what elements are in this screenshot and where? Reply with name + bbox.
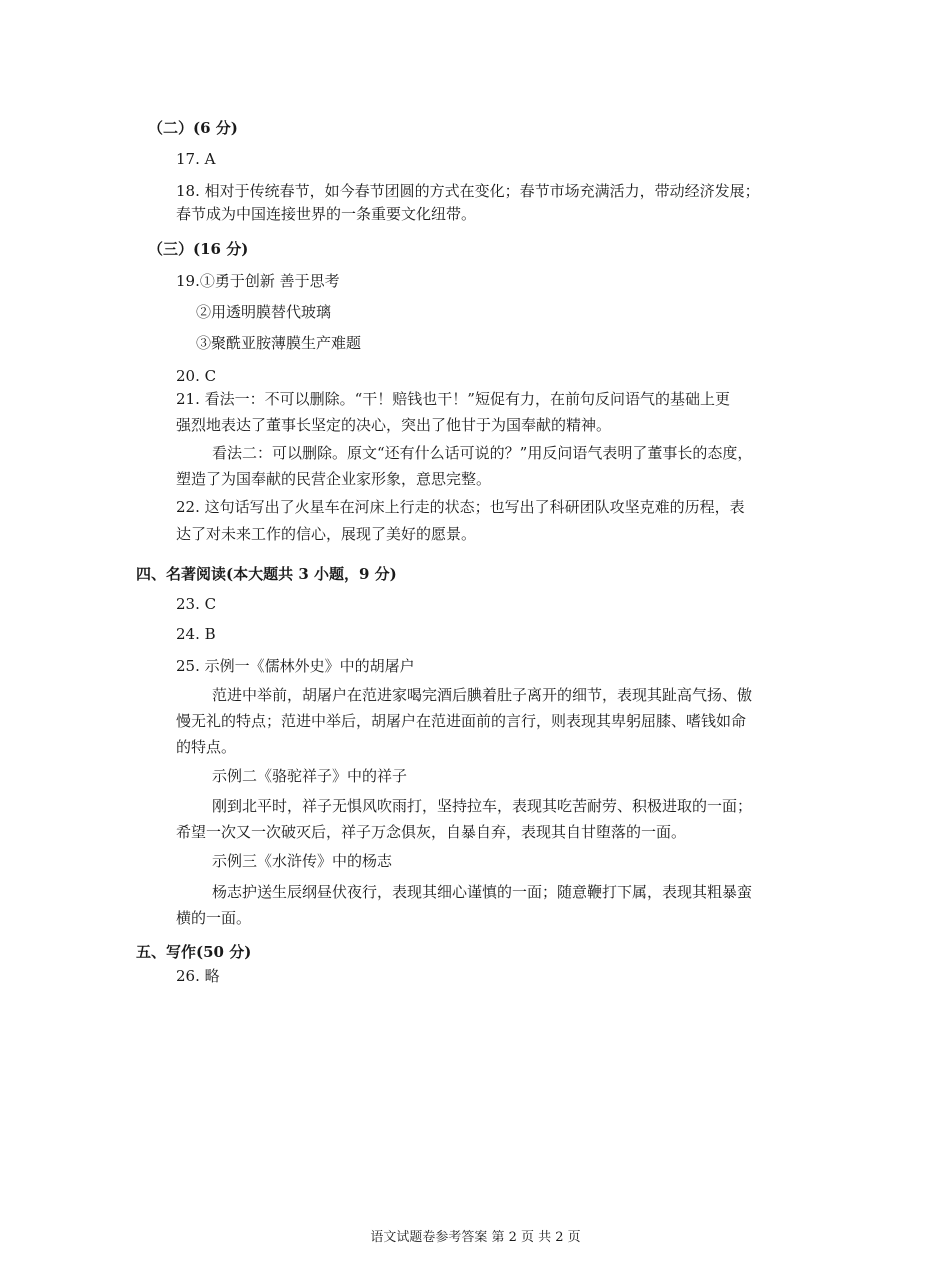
- answer-25-example-2-title: 示例二《骆驼祥子》中的祥子: [212, 767, 408, 785]
- answer-19-item-1: 19.①勇于创新 善于思考: [176, 272, 340, 290]
- section-3-heading: （三）(16 分): [148, 240, 249, 258]
- answer-21-line-1: 21. 看法一：不可以删除。“干！赔钱也干！”短促有力，在前句反问语气的基础上更: [176, 390, 730, 408]
- answer-21-line-3: 看法二：可以删除。原文“还有什么话可说的？”用反问语气表明了董事长的态度，: [212, 444, 753, 462]
- answer-25-example-3-title: 示例三《水浒传》中的杨志: [212, 852, 393, 870]
- answer-25-example-1-title: 25. 示例一《儒林外史》中的胡屠户: [176, 657, 415, 675]
- section-2-heading: （二）(6 分): [148, 119, 238, 137]
- answer-26: 26. 略: [176, 967, 220, 985]
- answer-25-example-3-line-1: 杨志护送生辰纲昼伏夜行，表现其细心谨慎的一面；随意鞭打下属，表现其粗暴蛮: [212, 883, 753, 901]
- answer-21-line-2: 强烈地表达了董事长坚定的决心，突出了他甘于为国奉献的精神。: [176, 416, 612, 434]
- answer-25-example-2-line-1: 刚到北平时，祥子无惧风吹雨打，坚持拉车，表现其吃苦耐劳、积极进取的一面；: [212, 797, 753, 815]
- answer-22-line-1: 22. 这句话写出了火星车在河床上行走的状态；也写出了科研团队攻坚克难的历程，表: [176, 498, 745, 516]
- answer-25-example-2-line-2: 希望一次又一次破灭后，祥子万念俱灰，自暴自弃，表现其自甘堕落的一面。: [176, 823, 687, 841]
- page-footer: 语文试题卷参考答案 第 2 页 共 2 页: [370, 1230, 581, 1245]
- answer-20: 20. C: [176, 367, 217, 385]
- section-4-heading: 四、名著阅读(本大题共 3 小题，9 分): [136, 565, 397, 583]
- answer-25-example-3-line-2: 横的一面。: [176, 909, 252, 927]
- answer-17: 17. A: [176, 150, 216, 168]
- answer-24: 24. B: [176, 625, 216, 643]
- answer-25-example-1-line-2: 慢无礼的特点；范进中举后，胡屠户在范进面前的言行，则表现其卑躬屈膝、嗜钱如命: [176, 712, 747, 730]
- answer-19-item-2: ②用透明膜替代玻璃: [196, 303, 332, 321]
- answer-25-example-1-line-1: 范进中举前，胡屠户在范进家喝完酒后腆着肚子离开的细节，表现其趾高气扬、傲: [212, 686, 753, 704]
- section-5-heading: 五、写作(50 分): [136, 943, 252, 961]
- answer-18-line-1: 18. 相对于传统春节，如今春节团圆的方式在变化；春节市场充满活力，带动经济发展；: [176, 182, 760, 200]
- answer-21-line-4: 塑造了为国奉献的民营企业家形象，意思完整。: [176, 470, 492, 488]
- answer-23: 23. C: [176, 595, 217, 613]
- answer-22-line-2: 达了对未来工作的信心，展现了美好的愿景。: [176, 525, 477, 543]
- answer-25-example-1-line-3: 的特点。: [176, 738, 237, 756]
- answer-18-line-2: 春节成为中国连接世界的一条重要文化纽带。: [176, 205, 477, 223]
- answer-19-item-3: ③聚酰亚胺薄膜生产难题: [196, 334, 362, 352]
